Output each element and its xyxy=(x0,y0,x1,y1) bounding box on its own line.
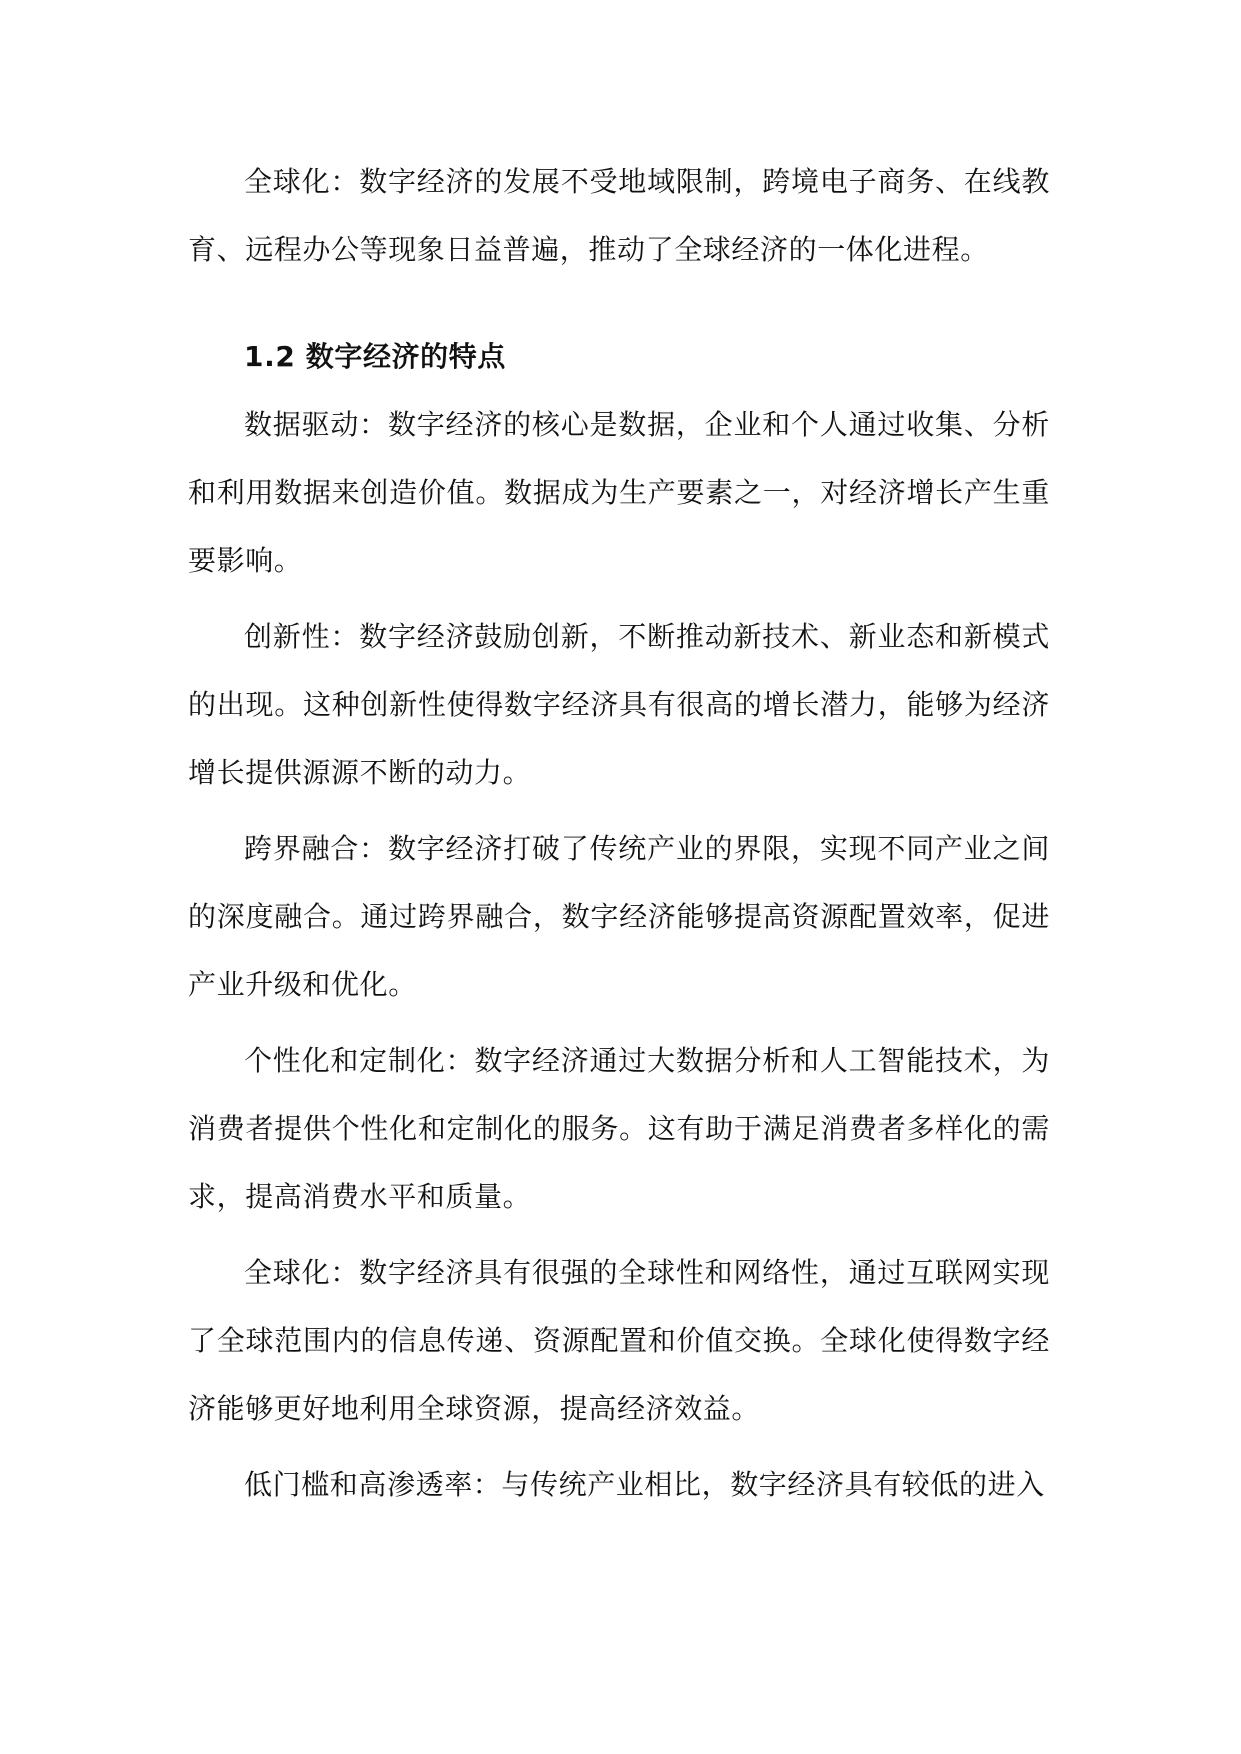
paragraph-personalization: 个性化和定制化：数字经济通过大数据分析和人工智能技术，为消费者提供个性化和定制化的服务。这有助于满足消费者多样化的需求，提高消费水平和质量。 xyxy=(188,1044,1050,1213)
document-body xyxy=(188,148,1050,1519)
paragraph-globalization: 全球化：数字经济具有很强的全球性和网络性，通过互联网实现了全球范围内的信息传递、资源配置和价值交换。全球化使得数字经济能够更好地利用全球资源，提高经济效益。 xyxy=(188,1256,1050,1425)
section-heading: 1.2 数字经济的特点 xyxy=(244,340,506,373)
paragraph-globalization-intro: 全球化：数字经济的发展不受地域限制，跨境电子商务、在线教育、远程办公等现象日益普遍，推动了全球经济的一体化进程。 xyxy=(188,165,1050,266)
paragraph-cross-border: 跨界融合：数字经济打破了传统产业的界限，实现不同产业之间的深度融合。通过跨界融合，数字经济能够提高资源配置效率，促进产业升级和优化。 xyxy=(188,832,1050,1001)
paragraph-innovation: 创新性：数字经济鼓励创新，不断推动新技术、新业态和新模式的出现。这种创新性使得数字经济具有很高的增长潜力，能够为经济增长提供源源不断的动力。 xyxy=(188,620,1050,789)
paragraph-data-driven: 数据驱动：数字经济的核心是数据，企业和个人通过收集、分析和利用数据来创造价值。数据成为生产要素之一，对经济增长产生重要影响。 xyxy=(188,408,1050,577)
paragraph-low-threshold: 低门槛和高渗透率：与传统产业相比，数字经济具有较低的进入 xyxy=(244,1468,1045,1501)
